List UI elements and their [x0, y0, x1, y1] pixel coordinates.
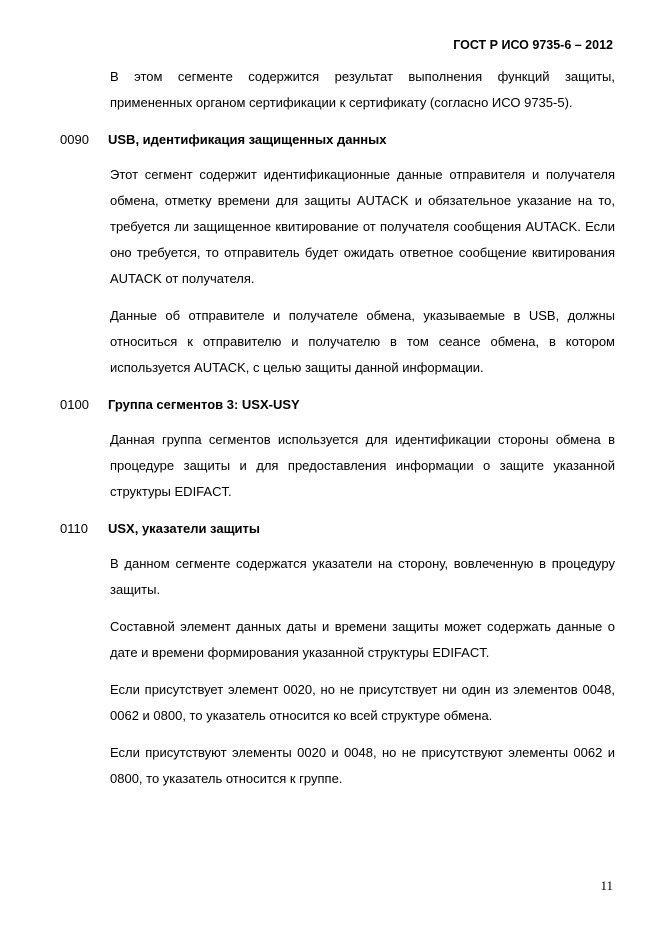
section-title: Группа сегментов 3: USX-USY [108, 397, 300, 412]
section-number: 0110 [60, 521, 88, 536]
paragraph: Если присутствуют элементы 0020 и 0048, но не присутствуют элементы 0062 и 0800, то указатель относится к группе. [110, 745, 615, 786]
paragraph: Данные об отправителе и получателе обмена, указываемые в USB, должны относиться к отправителю и получателю в том сеансе обмена, в котором используется AUTACK, с целью защиты данной информации. [110, 308, 615, 375]
section-title: USX, указатели защиты [108, 521, 261, 536]
document-header: ГОСТ Р ИСО 9735-6 – 2012 [453, 38, 613, 52]
section-title: USB, идентификация защищенных данных [108, 132, 387, 147]
paragraph: Этот сегмент содержит идентификационные данные отправителя и получателя обмена, отметку времени для защиты AUTACK и обязательное указание на то, требуется ли защищенное квитирование от получателя сообщения AUTACK. Если оно требуется, то отправитель будет ожидать ответное сообщение квитирования AUTACK от получателя. [110, 167, 615, 286]
section-heading-0110 [60, 516, 615, 542]
paragraph: Если присутствует элемент 0020, но не присутствует ни один из элементов 0048, 0062 и 0800, то указатель относится ко всей структуре обмена. [110, 682, 615, 723]
intro-paragraph: В этом сегменте содержится результат выполнения функций защиты, примененных органом сертификации к сертификату (согласно ИСО 9735-5). [110, 69, 615, 110]
section-number: 0090 [60, 132, 89, 147]
paragraph: Составной элемент данных даты и времени защиты может содержать данные о дате и времени формирования указанной структуры EDIFACT. [110, 619, 615, 660]
paragraph: Данная группа сегментов используется для идентификации стороны обмена в процедуре защиты и для предоставления информации о защите указанной структуры EDIFACT. [110, 432, 615, 499]
section-number: 0100 [60, 397, 89, 412]
page-number: 11 [600, 878, 613, 893]
section-heading-0090 [60, 127, 615, 153]
section-heading-0100 [60, 392, 615, 418]
paragraph: В данном сегменте содержатся указатели на сторону, вовлеченную в процедуру защиты. [110, 556, 615, 597]
page-content [60, 64, 615, 803]
